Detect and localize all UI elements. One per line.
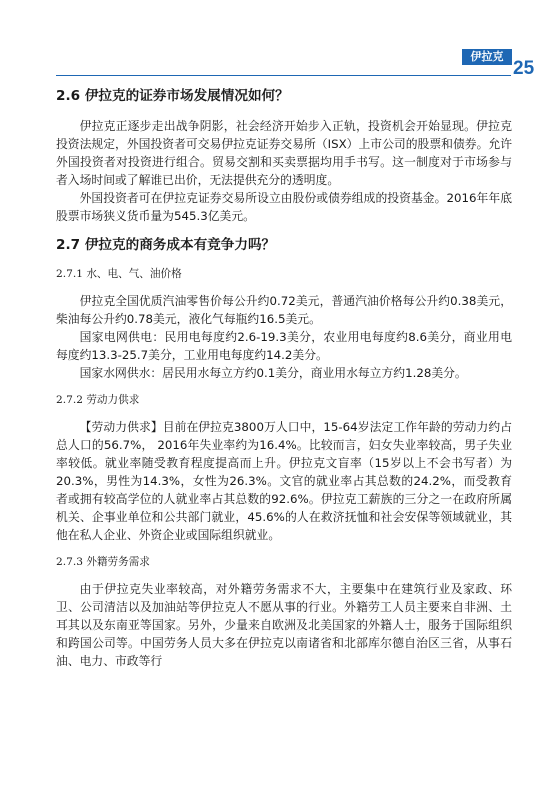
paragraph: 国家电网供电：民用电每度约2.6-19.3美分，农业用电每度约8.6美分，商业用电每度约13.3-25.7美分，工业用电每度约14.2美分。 [56, 330, 512, 362]
header-rule [56, 75, 511, 76]
paragraph: 国家水网供水：居民用水每立方约0.1美分，商业用水每立方约1.28美分。 [79, 366, 467, 380]
page-number: 25 [513, 58, 535, 79]
section-heading-2-6: 2.6 伊拉克的证券市场发展情况如何？ [56, 88, 289, 104]
paragraph: 伊拉克全国优质汽油零售价每公升约0.72美元，普通汽油价格每公升约0.38美元，柴油每公升约0.78美元，液化气每瓶约16.5美元。 [56, 294, 512, 326]
paragraph: 【劳动力供求】目前在伊拉克3800万人口中，15-64岁法定工作年龄的劳动力约占总人口的56.7%， 2016年失业率约为16.4%。比较而言，妇女失业率较高，男子失业率较低。就业率随受教育程度提高而上升。伊拉克文盲率（15岁以上不会书写者）为20.3%，男性为14.3%，女性为26.3%。文官的就业率占其总数的24.2%，而受教育者或拥有较高学位的人就业率占其总数的92.6%。伊拉克工薪族的三分之一在政府所属机关、企事业单位和公共部门就业，45.6%的人在救济抚恤和社会安保等领域就业，其他在私人企业、外资企业或国际组织就业。 [56, 420, 512, 542]
paragraph: 由于伊拉克失业率较高，对外籍劳务需求不大，主要集中在建筑行业及家政、环卫、公司清洁以及加油站等伊拉克人不愿从事的行业。外籍劳工人员主要来自非洲、土耳其以及东南亚等国家。另外，少量来自欧洲及北美国家的外籍人士，服务于国际组织和跨国公司等。中国劳务人员大多在伊拉克以南诸省和北部库尔德自治区三省，从事石油、电力、市政等行 [56, 582, 512, 668]
subsection-heading-2-7-3: 2.7.3 外籍劳务需求 [56, 556, 150, 568]
paragraph: 外国投资者可在伊拉克证券交易所设立由股份或债券组成的投资基金。2016年年底股票市场狭义货币量为545.3亿美元。 [56, 191, 512, 223]
section-heading-2-7: 2.7 伊拉克的商务成本有竞争力吗？ [56, 237, 276, 253]
header-country-tab: 伊拉克 [470, 50, 504, 63]
subsection-heading-2-7-2: 2.7.2 劳动力供求 [56, 394, 140, 406]
page-body [56, 86, 512, 670]
paragraph: 伊拉克正逐步走出战争阴影，社会经济开始步入正轨，投资机会开始显现。伊拉克投资法规定，外国投资者可交易伊拉克证券交易所（ISX）上市公司的股票和债券。允许外国投资者对投资进行组合。贸易交割和买卖票据均用手书写。这一制度对于市场参与者入场时间或了解谁已出价，无法提供充分的透明度。 [56, 119, 512, 187]
subsection-heading-2-7-1: 2.7.1 水、电、气、油价格 [56, 268, 182, 280]
